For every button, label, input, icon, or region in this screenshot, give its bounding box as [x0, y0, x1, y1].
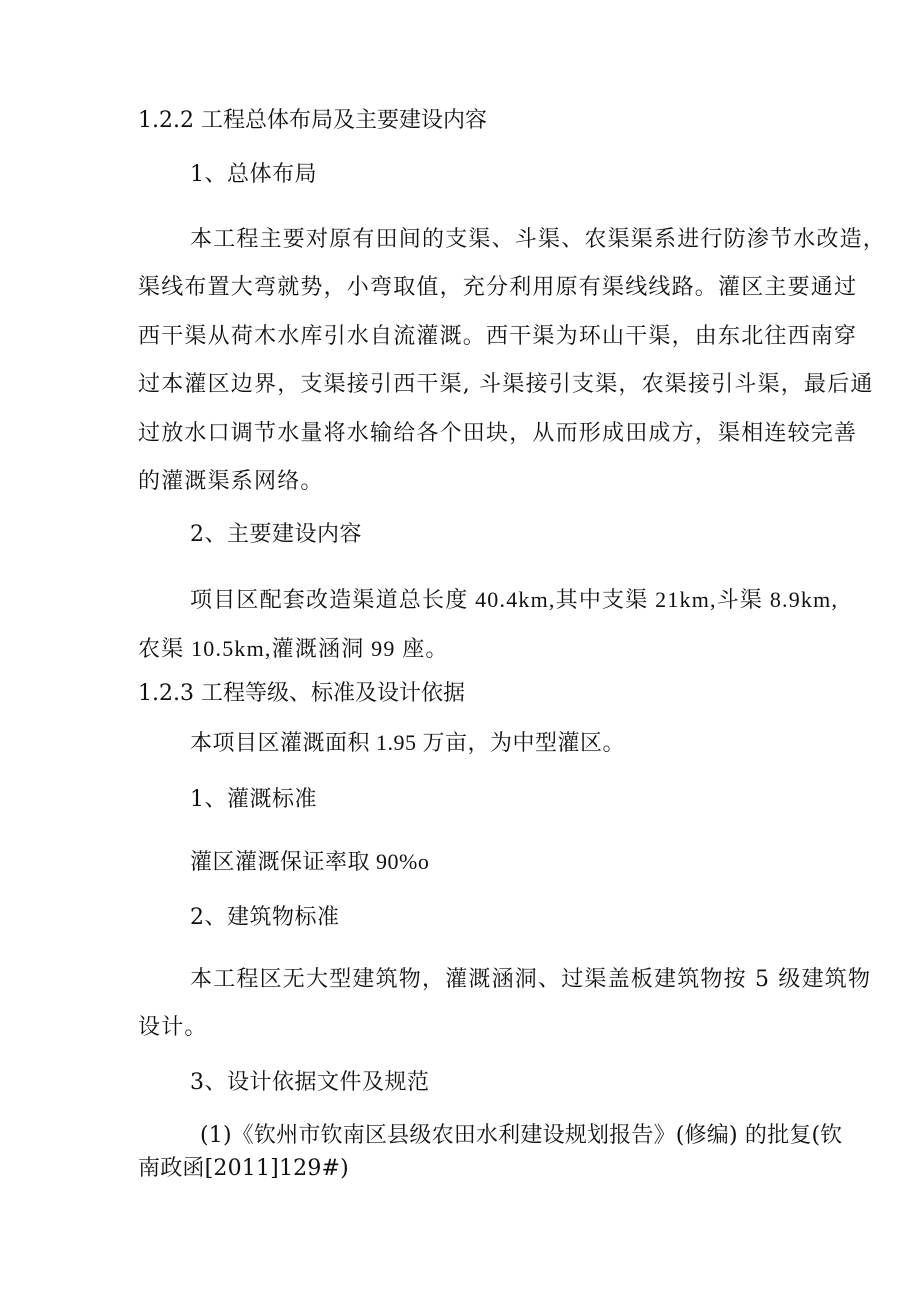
paragraph-building-line: 本工程区无大型建筑物，灌溉涵洞、过渠盖板建筑物按 5 级建筑物 — [190, 967, 872, 992]
paragraph-layout-line: 本工程主要对原有田间的支渠、斗渠、农渠渠系进行防渗节水改造， — [190, 227, 887, 252]
paragraph-grade: 本项目区灌溉面积 1.95 万亩，为中型灌区。 — [190, 730, 626, 755]
subsection-title-irrigation: 1、灌溉标准 — [190, 787, 317, 812]
section-heading-1-2-3: 1.2.3 工程等级、标准及设计依据 — [138, 681, 465, 706]
paragraph-layout-line: 的灌溉渠系网络。 — [138, 469, 324, 494]
subsection-title-building: 2、建筑物标准 — [190, 905, 340, 930]
paragraph-layout-line: 过本灌区边界，支渠接引西干渠, 斗渠接引支渠，农渠接引斗渠，最后通 — [138, 372, 874, 397]
paragraph-construction-line: 项目区配套改造渠道总长度 40.4km,其中支渠 21km,斗渠 8.9km, — [190, 587, 839, 612]
section-heading-1-2-2: 1.2.2 工程总体布局及主要建设内容 — [138, 108, 487, 133]
paragraph-layout-line: 西干渠从荷木水库引水自流灌溉。西干渠为环山干渠，由东北往西南穿 — [138, 324, 858, 349]
subsection-title-construction: 2、主要建设内容 — [190, 522, 362, 547]
list-item-basis-1-line: (1)《钦州市钦南区县级农田水利建设规划报告》(修编) 的批复(钦 — [200, 1123, 843, 1148]
subsection-title-basis: 3、设计依据文件及规范 — [190, 1070, 430, 1095]
paragraph-building-line: 设计。 — [138, 1015, 208, 1040]
paragraph-irrigation: 灌区灌溉保证率取 90%o — [190, 849, 430, 874]
subsection-title-layout: 1、总体布局 — [190, 162, 317, 187]
paragraph-layout-line: 过放水口调节水量将水输给各个田块，从而形成田成方，渠相连较完善 — [138, 421, 858, 446]
paragraph-construction-line: 农渠 10.5km,灌溉涵洞 99 座。 — [138, 636, 449, 661]
list-item-basis-1-line: 南政函[2011]129#) — [138, 1156, 349, 1181]
paragraph-layout-line: 渠线布置大弯就势，小弯取值，充分利用原有渠线线路。灌区主要通过 — [138, 275, 858, 300]
